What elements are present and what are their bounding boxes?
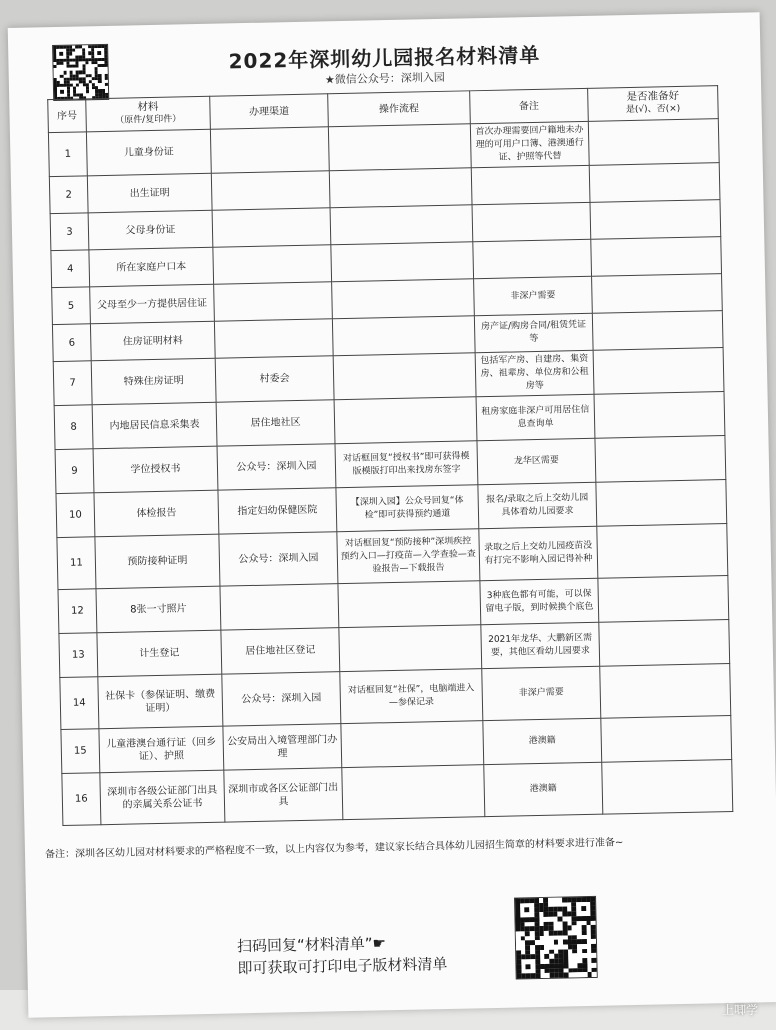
page-subtitle: ★微信公众号：深圳入园	[324, 70, 445, 87]
cell-channel	[212, 208, 331, 247]
cell-channel	[214, 319, 333, 358]
cell-channel: 公众号：深圳入园	[222, 672, 341, 726]
cell-process	[328, 124, 471, 171]
cell-no: 7	[53, 361, 92, 406]
cell-channel: 指定妇幼保健医院	[218, 488, 337, 534]
qr-code-icon	[514, 896, 598, 980]
cell-ready	[591, 237, 722, 277]
cell-process	[334, 397, 477, 444]
cell-ready	[593, 348, 724, 395]
cell-ready	[599, 620, 730, 667]
cell-channel: 村委会	[215, 356, 334, 402]
document-sheet	[8, 12, 776, 1018]
cell-channel	[214, 282, 333, 321]
header-remark: 备注	[470, 88, 589, 123]
cell-remark: 港澳籍	[484, 762, 603, 816]
header-channel: 办理渠道	[210, 94, 329, 129]
cell-process: 【深圳入园】公众号回复“体检”即可获得预约通道	[336, 485, 479, 532]
page-title: 2022年深圳幼儿园报名材料清单	[228, 42, 541, 74]
cell-material: 儿童身份证	[86, 129, 211, 176]
cell-material: 出生证明	[87, 173, 212, 213]
cell-process	[341, 721, 484, 768]
cell-no: 9	[55, 449, 94, 494]
cell-remark: 非深户需要	[482, 666, 601, 720]
cell-material: 学位授权书	[93, 446, 218, 493]
header-process: 操作流程	[328, 91, 471, 127]
cell-no: 14	[60, 677, 99, 730]
cell-remark: 港澳籍	[483, 718, 602, 764]
cell-material: 儿童港澳台通行证（回乡证）、护照	[99, 726, 224, 773]
cell-material: 预防接种证明	[95, 534, 220, 589]
cell-no: 10	[56, 493, 95, 538]
cell-process	[333, 353, 476, 400]
cell-remark	[471, 165, 590, 204]
cell-process	[332, 279, 475, 319]
cell-material: 父母身份证	[88, 210, 213, 250]
cell-remark	[473, 239, 592, 278]
cell-remark: 非深户需要	[474, 276, 593, 315]
cell-material: 内地居民信息采集表	[92, 402, 217, 449]
cell-channel	[220, 584, 339, 630]
cell-no: 13	[59, 633, 98, 678]
cell-channel: 公众号：深圳入园	[219, 532, 338, 586]
cell-material: 社保卡（参保证明、缴费证明）	[98, 674, 223, 729]
cell-remark	[472, 202, 591, 241]
cell-ready	[601, 715, 732, 762]
header-ready: 是否准备好 是(√)、否(×)	[588, 86, 719, 122]
cell-ready	[590, 200, 721, 240]
cell-channel: 公安局出入境管理部门办理	[223, 724, 342, 770]
cell-ready	[595, 436, 726, 483]
footer-note: 备注：深圳各区幼儿园对材料要求的严格程度不一致，以上内容仅为参考，建议家长结合具体幼儿园招生简章的材料要求进行准备~	[44, 837, 624, 861]
cell-process	[330, 205, 473, 245]
cell-no: 2	[49, 176, 88, 214]
cell-ready	[596, 480, 727, 527]
cell-no: 3	[50, 213, 89, 251]
materials-table	[47, 85, 733, 826]
cell-ready	[597, 524, 728, 579]
cell-process: 对话框回复“授权书”即可获得模版模版打印出来找房东签字	[335, 441, 478, 488]
cell-remark: 龙华区需要	[477, 438, 596, 484]
cell-process	[332, 316, 475, 356]
cell-channel: 公众号：深圳入园	[217, 444, 336, 490]
cell-process: 对话框回复“社保”，电脑端进入—参保记录	[340, 669, 483, 724]
cell-process	[331, 242, 474, 282]
header-no: 序号	[48, 99, 87, 133]
cell-material: 所在家庭户口本	[89, 247, 214, 287]
cell-ready	[598, 576, 729, 623]
cell-remark: 首次办理需要回户籍地未办理的可用户口簿、港澳通行证、护照等代替	[470, 121, 589, 167]
cell-ready	[594, 392, 725, 439]
cell-process	[329, 168, 472, 208]
cell-remark: 2021年龙华、大鹏新区需要，其他区看幼儿园要求	[481, 622, 600, 668]
cell-no: 16	[62, 773, 101, 826]
cell-channel: 居住地社区	[216, 400, 335, 446]
cell-no: 1	[48, 132, 87, 177]
cell-material: 深圳市各级公证部门出具的亲属关系公证书	[100, 770, 225, 825]
cell-remark: 包括军产房、自建房、集资房、祖辈房、单位房和公租房等	[475, 350, 594, 396]
cell-no: 6	[52, 324, 91, 362]
cell-no: 12	[58, 589, 97, 634]
cell-remark: 3种底色都有可能，可以保留电子版，到时候换个底色	[480, 578, 599, 624]
watermark: 上唧学	[721, 1003, 758, 1017]
cell-material: 8张一寸照片	[96, 586, 221, 633]
cell-process	[342, 765, 485, 820]
header-material: 材料 （原件/复印件）	[86, 96, 211, 132]
cell-ready	[588, 119, 719, 166]
cell-channel: 居住地社区登记	[221, 628, 340, 674]
cell-material: 特殊住房证明	[91, 358, 216, 405]
cell-process: 对话框回复“预防接种”深圳疾控预约入口—打疫苗—入学查验—查验报告—下载报告	[337, 529, 480, 584]
cell-material: 住房证明材料	[90, 321, 215, 361]
cell-channel	[211, 171, 330, 210]
cell-no: 15	[61, 729, 100, 774]
scan-line-2: 即可获取可打印电子版材料清单	[237, 954, 448, 978]
cell-no: 4	[51, 250, 90, 288]
cell-remark: 租房家庭非深户可用居住信息查询单	[476, 394, 595, 440]
cell-channel	[213, 245, 332, 284]
cell-channel	[210, 127, 329, 173]
cell-remark: 房产证/购房合同/租赁凭证等	[474, 313, 593, 352]
cell-no: 8	[54, 405, 93, 450]
cell-process	[339, 625, 482, 672]
cell-remark: 录取之后上交幼儿园疫苗没有打完不影响入园记得补种	[479, 526, 598, 580]
cell-ready	[602, 759, 733, 814]
cell-ready	[592, 274, 723, 314]
cell-ready	[600, 664, 731, 719]
cell-material: 父母至少一方提供居住证	[90, 284, 215, 324]
cell-process	[338, 581, 481, 628]
cell-no: 5	[52, 287, 91, 325]
cell-material: 体检报告	[94, 490, 219, 537]
cell-channel: 深圳市或各区公证部门出具	[224, 768, 343, 822]
scan-instructions	[237, 930, 498, 979]
scan-line-1: 扫码回复“材料清单”☛	[236, 934, 387, 956]
cell-material: 计生登记	[97, 630, 222, 677]
cell-ready	[592, 311, 723, 351]
cell-ready	[589, 163, 720, 203]
cell-no: 11	[57, 537, 96, 590]
cell-remark: 报名/录取之后上交幼儿园具体看幼儿园要求	[478, 482, 597, 528]
table-body	[48, 119, 732, 826]
